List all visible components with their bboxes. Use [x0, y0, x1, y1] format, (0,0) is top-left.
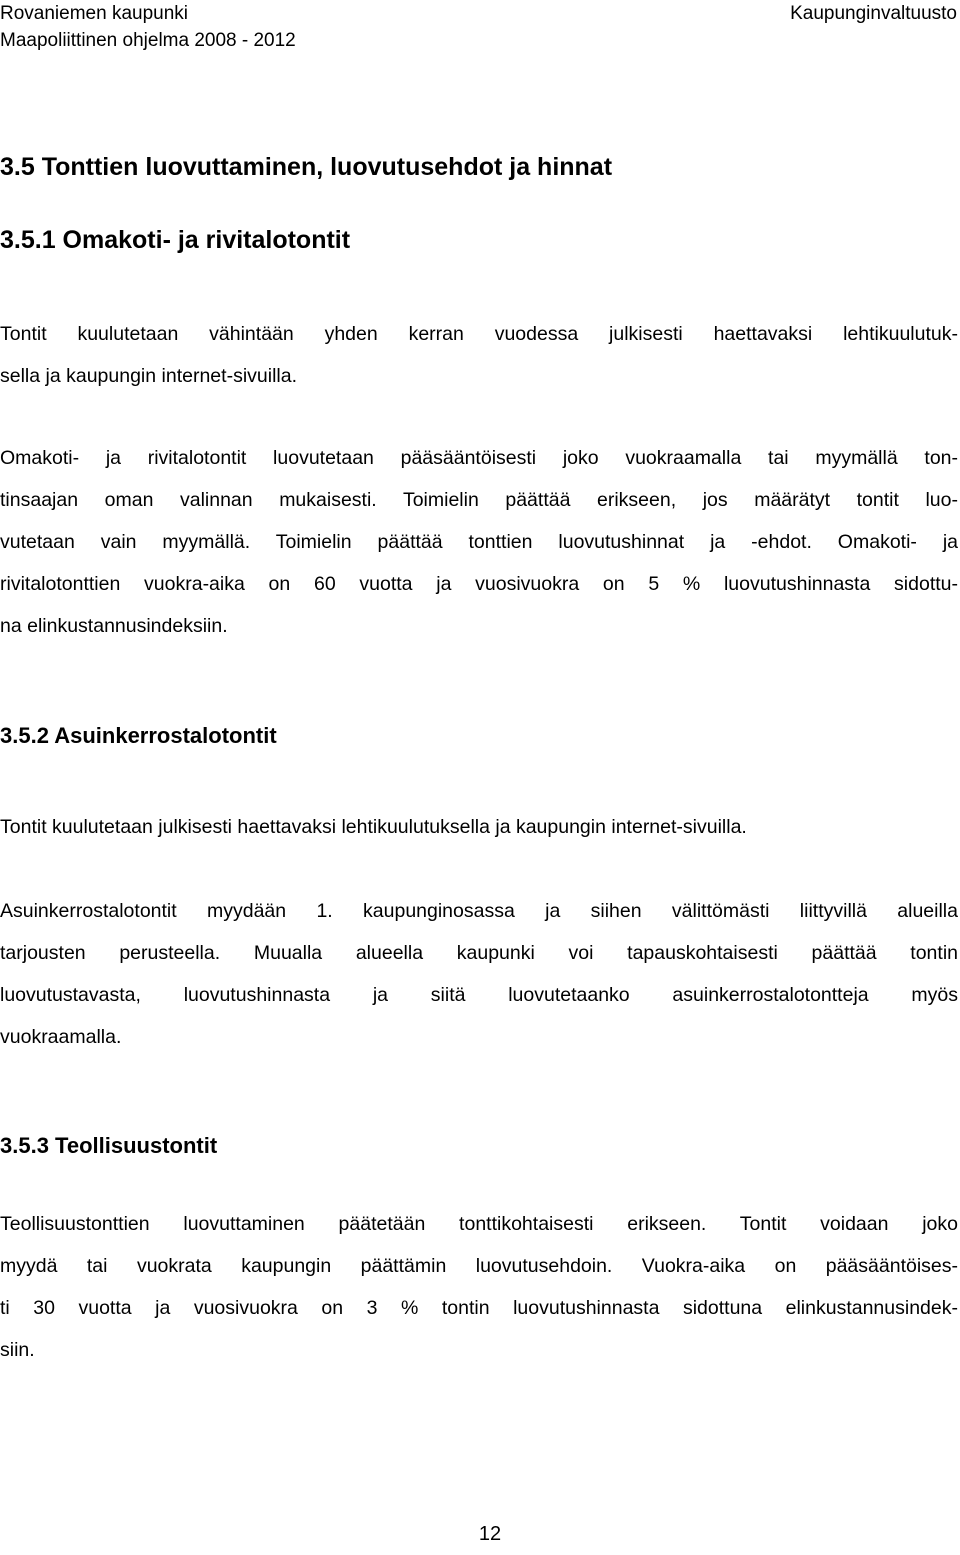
- paragraph-asuinkerrostalo-terms: [0, 890, 958, 1058]
- text-line: na elinkustannusindeksiin.: [0, 615, 228, 637]
- text-line: myydä tai vuokrata kaupungin päättämin luovutusehdoin. Vuokra-aika on pääsääntöises-: [0, 1255, 958, 1277]
- text-line: Tontit kuulutetaan vähintään yhden kerran vuodessa julkisesti haettavaksi lehtikuulutuk-: [0, 323, 958, 345]
- section-title: 3.5 Tonttien luovuttaminen, luovutusehdot ja hinnat: [0, 153, 613, 181]
- text-line: tinsaajan oman valinnan mukaisesti. Toimielin päättää erikseen, jos määrätyt tontit luo-: [0, 489, 958, 511]
- paragraph-omakoti-terms: [0, 437, 958, 647]
- text-line: ti 30 vuotta ja vuosivuokra on 3 % tontin luovutushinnasta sidottuna elinkustannusindek-: [0, 1297, 958, 1319]
- header-organization: Rovaniemen kaupunki: [0, 3, 189, 24]
- text-line: vutetaan vain myymällä. Toimielin päättää tonttien luovutushinnat ja -ehdot. Omakoti- ja: [0, 531, 958, 553]
- text-line: Omakoti- ja rivitalotontit luovutetaan pääsääntöisesti joko vuokraamalla tai myymällä ton-: [0, 447, 958, 469]
- text-line: sella ja kaupungin internet-sivuilla.: [0, 365, 298, 387]
- subsection-title-omakoti: 3.5.1 Omakoti- ja rivitalotontit: [0, 226, 351, 254]
- text-line: Teollisuustonttien luovuttaminen päätetään tonttikohtaisesti erikseen. Tontit voidaan joko: [0, 1213, 958, 1235]
- text-line: Asuinkerrostalotontit myydään 1. kaupunginosassa ja siihen välittömästi liittyvillä alueilla: [0, 900, 958, 922]
- page-header: [0, 0, 960, 56]
- subsection-title-teollisuus: 3.5.3 Teollisuustontit: [0, 1133, 218, 1158]
- header-body-name: Kaupunginvaltuusto: [790, 3, 957, 24]
- page-number: 12: [478, 1523, 502, 1545]
- text-line: luovutustavasta, luovutushinnasta ja siitä luovutetaanko asuinkerrostalotontteja myös: [0, 984, 958, 1006]
- paragraph-asuinkerrostalo-announcement: [0, 806, 958, 848]
- paragraph-omakoti-announcement: [0, 313, 958, 397]
- paragraph-teollisuus-terms: [0, 1203, 958, 1371]
- text-line: vuokraamalla.: [0, 1026, 122, 1048]
- text-line: tarjousten perusteella. Muualla alueella kaupunki voi tapauskohtaisesti päättää tontin: [0, 942, 958, 964]
- text-line: Tontit kuulutetaan julkisesti haettavaksi lehtikuulutuksella ja kaupungin internet-sivuilla.: [0, 816, 747, 838]
- text-line: siin.: [0, 1339, 35, 1361]
- text-line: rivitalotonttien vuokra-aika on 60 vuotta ja vuosivuokra on 5 % luovutushinnasta sidottu-: [0, 573, 958, 595]
- header-program: Maapoliittinen ohjelma 2008 - 2012: [0, 30, 296, 51]
- subsection-title-asuinkerrostalo: 3.5.2 Asuinkerrostalotontit: [0, 723, 277, 748]
